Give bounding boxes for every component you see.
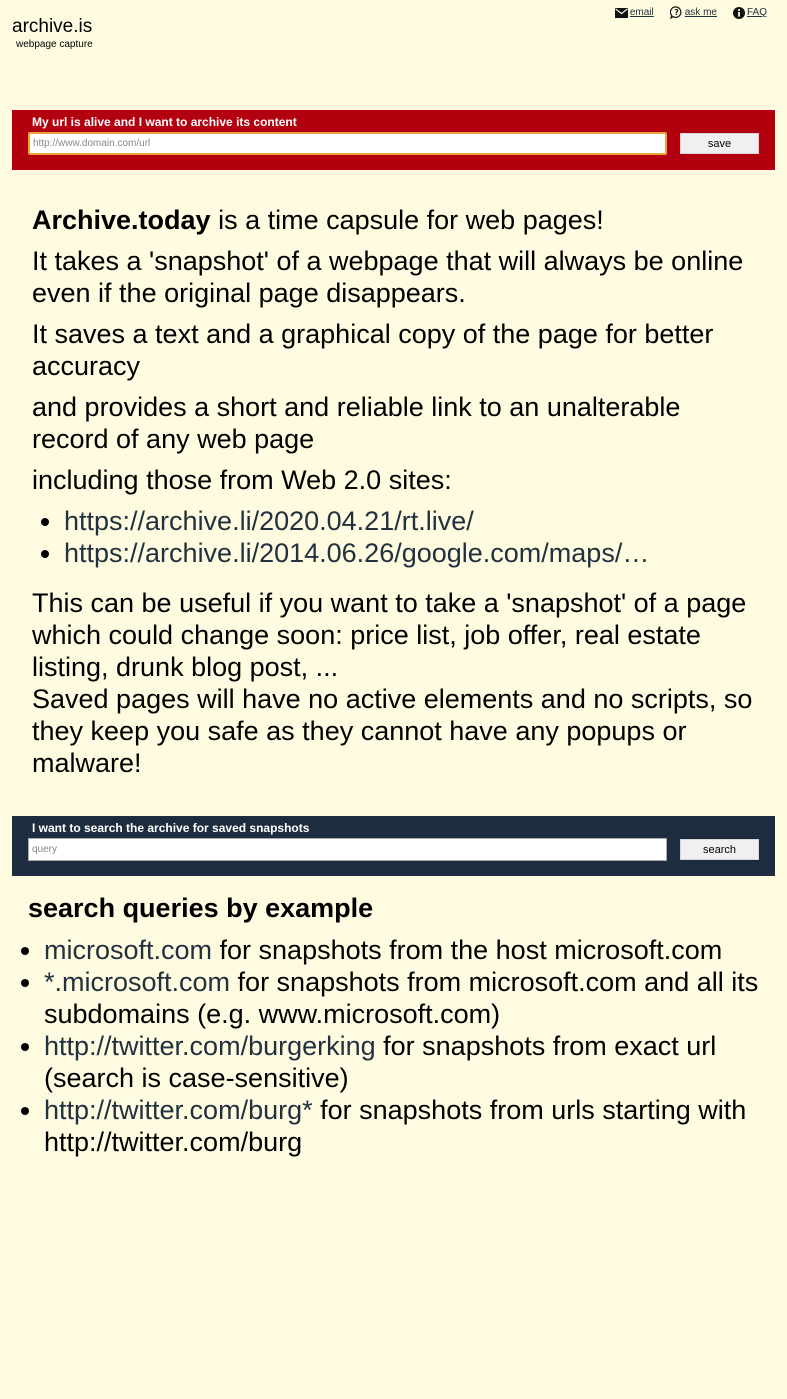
site-tagline: webpage capture <box>16 39 93 50</box>
safety-note: Saved pages will have no active elements and no scripts, so they keep you safe as they cannot have any popups or malware! <box>32 684 753 778</box>
example-query-link[interactable]: microsoft.com <box>44 935 213 965</box>
envelope-icon <box>615 8 628 18</box>
example-query-desc: for snapshots from microsoft.com and all its subdomains (e.g. www.microsoft.com) <box>44 967 759 1029</box>
save-form-label: My url is alive and I want to archive its content <box>32 115 297 129</box>
example-query-link[interactable]: http://twitter.com/burg* <box>44 1095 313 1125</box>
faq-link-label: FAQ <box>746 7 767 18</box>
search-form-row <box>28 838 759 861</box>
list-item <box>44 934 764 966</box>
url-input[interactable] <box>28 132 667 155</box>
example-query-desc: for snapshots from exact url (search is case-sensitive) <box>44 1031 717 1093</box>
intro-line-link: and provides a short and reliable link to an unalterable record of any web page <box>32 392 681 454</box>
example-snapshot-link[interactable]: https://archive.li/2020.04.21/rt.live/ <box>64 506 474 536</box>
use-note: This can be useful if you want to take a 'snapshot' of a page which could change soon: price list, job offer, real estate listing, drunk blog post, ... <box>32 588 747 682</box>
example-query-link[interactable]: *.microsoft.com <box>44 967 231 997</box>
example-query-desc: for snapshots from urls starting with http://twitter.com/burg <box>44 1095 747 1157</box>
email-link[interactable] <box>615 6 654 19</box>
brand-name: Archive.today <box>32 205 211 235</box>
example-snapshot-list <box>32 505 762 569</box>
save-form-row <box>28 132 759 155</box>
list-item <box>64 537 762 569</box>
save-button[interactable]: save <box>680 133 759 154</box>
list-item <box>44 1094 764 1158</box>
intro-line-snapshot: It takes a 'snapshot' of a webpage that will always be online even if the original page disappears. <box>32 246 744 308</box>
ask-me-link-label: ask me <box>684 7 717 18</box>
list-item <box>44 966 764 1030</box>
question-bubble-icon <box>670 6 683 19</box>
save-form <box>12 110 775 170</box>
faq-link[interactable] <box>733 6 767 19</box>
top-links <box>615 6 767 19</box>
list-item <box>64 505 762 537</box>
intro-line-web20: including those from Web 2.0 sites: <box>32 465 452 495</box>
example-query-link[interactable]: http://twitter.com/burgerking <box>44 1031 376 1061</box>
info-circle-icon <box>733 7 745 19</box>
svg-text:?: ? <box>674 8 679 18</box>
search-form <box>12 816 775 876</box>
examples-title: search queries by example <box>28 893 374 923</box>
site-name: archive.is <box>12 16 93 37</box>
search-input[interactable] <box>28 838 667 861</box>
search-form-label: I want to search the archive for saved snapshots <box>32 821 310 835</box>
site-logo[interactable] <box>12 16 93 51</box>
intro-line-copies: It saves a text and a graphical copy of the page for better accuracy <box>32 319 714 381</box>
intro-tagline: is a time capsule for web pages! <box>210 205 604 235</box>
ask-me-link[interactable] <box>670 6 717 19</box>
intro-section <box>32 204 762 779</box>
intro-headline <box>32 204 762 236</box>
search-button[interactable]: search <box>680 839 759 860</box>
example-snapshot-link[interactable]: https://archive.li/2014.06.26/google.com/maps/… <box>64 538 650 568</box>
examples-list <box>44 934 764 1158</box>
email-link-label: email <box>629 7 654 18</box>
example-query-desc: for snapshots from the host microsoft.com <box>212 935 723 965</box>
list-item <box>44 1030 764 1094</box>
